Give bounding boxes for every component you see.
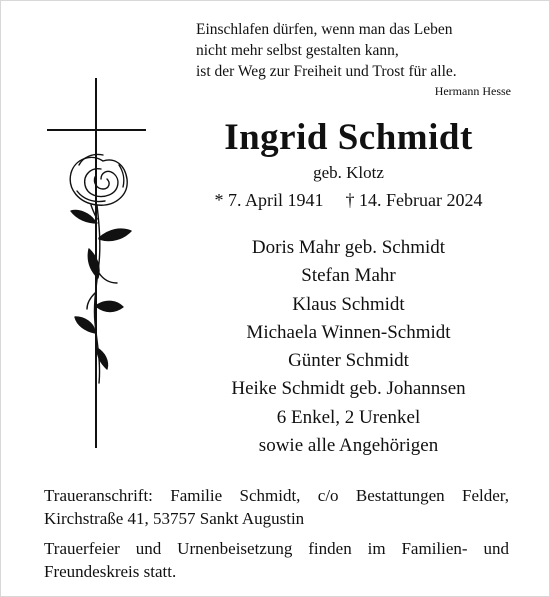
quote-line: Einschlafen dürfen, wenn man das Leben [196,21,453,38]
footer-info [44,485,509,583]
quote-block [196,19,511,99]
address-line: Kirchstraße 41, 53757 Sankt Augustin [44,508,305,528]
address-line: Traueranschrift: Familie Schmidt, c/o Bestattungen Felder, [44,486,509,505]
mourner-name: Doris Mahr geb. Schmidt [251,237,446,258]
death-date: † 14. Februar 2024 [345,190,483,210]
mourner-name: Stefan Mahr [301,265,396,287]
mourner-name: 6 Enkel, 2 Urenkel [276,406,421,428]
ceremony-line: Freundeskreis statt. [44,561,177,581]
quote-line: ist der Weg zur Freiheit und Trost für alle. [196,63,457,80]
mourner-name: sowie alle Angehörigen [258,435,439,457]
mourner-name: Heike Schmidt geb. Johannsen [231,378,466,400]
mourner-name: Günter Schmidt [288,350,409,372]
deceased-name: Ingrid Schmidt [224,117,473,158]
birth-name: geb. Klotz [313,163,384,182]
quote-line: nicht mehr selbst gestalten kann, [196,42,399,59]
ceremony-line: Trauerfeier und Urnenbeisetzung finden im Familien- und [44,539,509,558]
mourners-list [171,234,526,460]
mourning-address [44,485,509,530]
life-dates [171,190,526,211]
rose-icon [70,154,131,383]
birth-date: * 7. April 1941 [214,190,324,210]
cross-and-rose-ornament [31,73,161,453]
ceremony-note [44,538,509,583]
mourner-name: Michaela Winnen-Schmidt [246,321,451,343]
quote-author: Hermann Hesse [434,84,511,98]
mourner-name: Klaus Schmidt [292,293,405,315]
